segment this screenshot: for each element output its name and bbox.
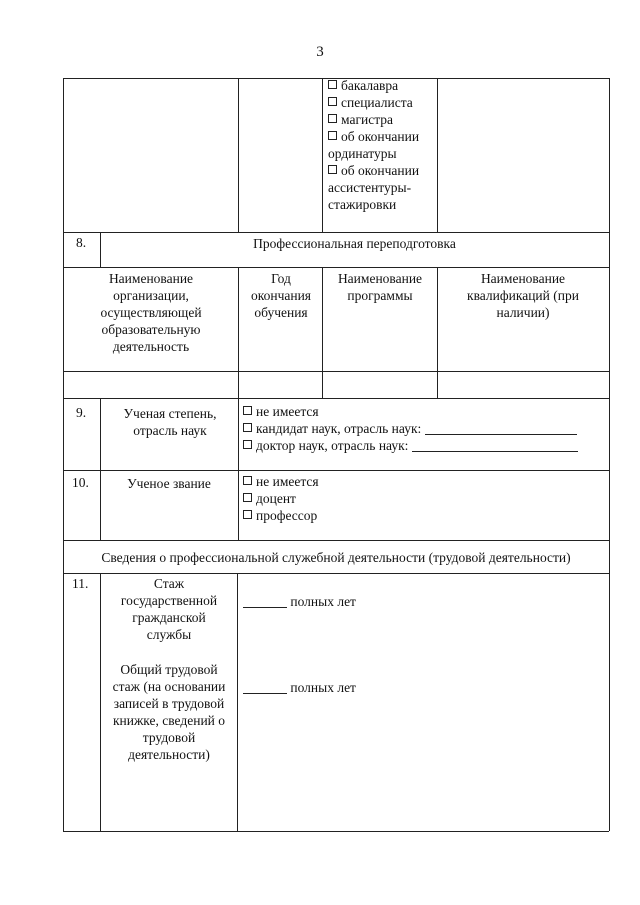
section-number: 11. [72,576,89,591]
column-header-year: Год окончания обучения [250,271,312,320]
career-section-header: Сведения о профессиональной служебной деятельности (трудовой деятельности) [101,550,571,565]
academic-title-label: Ученое звание [127,476,211,491]
blank-line[interactable] [412,439,578,452]
section-number: 10. [72,475,89,490]
academic-degree-label: Ученая степень, отрасль наук [123,406,217,438]
blank-line[interactable] [425,422,577,435]
checkbox-icon [243,493,252,502]
page-number: 3 [316,44,324,60]
civil-service-years: полных лет [243,593,356,610]
academic-degree-option[interactable]: доктор наук, отрасль наук: [243,437,603,454]
academic-title-option[interactable]: не имеется [243,473,443,490]
checkbox-icon [243,440,252,449]
checkbox-icon [243,510,252,519]
academic-degree-option[interactable]: кандидат наук, отрасль наук: [243,420,603,437]
academic-title-option[interactable]: профессор [243,507,443,524]
degree-option[interactable]: об окончании ассистентуры-стажировки [328,163,420,212]
checkbox-icon [328,131,337,140]
column-header-program: Наименование программы [337,271,423,303]
degree-option[interactable]: об окончании ординатуры [328,129,420,161]
column-header-qualification: Наименование квалификаций (при наличии) [467,271,579,320]
column-header-organization: Наименование организации, осуществляющей образовательную деятельность [100,271,202,354]
section-number: 8. [76,235,87,250]
checkbox-icon [328,80,337,89]
checkbox-icon [243,406,252,415]
checkbox-icon [328,114,337,123]
civil-service-experience-label: Стаж государственной гражданской службы [120,576,218,642]
academic-title-option[interactable]: доцент [243,490,443,507]
academic-degree-option[interactable]: не имеется [243,403,603,420]
degree-option[interactable]: бакалавра [328,77,436,94]
academic-degree-options [243,403,603,454]
years-input-line[interactable] [243,595,287,608]
total-experience-label: Общий трудовой стаж (на основании записей в трудовой книжке, сведений о трудовой деятельности) [112,662,226,762]
section-number: 9. [76,405,87,420]
checkbox-icon [243,423,252,432]
degree-option[interactable]: магистра [328,111,436,128]
degree-option[interactable]: специалиста [328,94,436,111]
section-title: Профессиональная переподготовка [253,236,456,251]
checkbox-icon [328,165,337,174]
academic-title-options [243,473,443,524]
degree-option-list [328,77,436,213]
total-experience-years: полных лет [243,679,356,696]
checkbox-icon [328,97,337,106]
years-input-line[interactable] [243,681,287,694]
checkbox-icon [243,476,252,485]
